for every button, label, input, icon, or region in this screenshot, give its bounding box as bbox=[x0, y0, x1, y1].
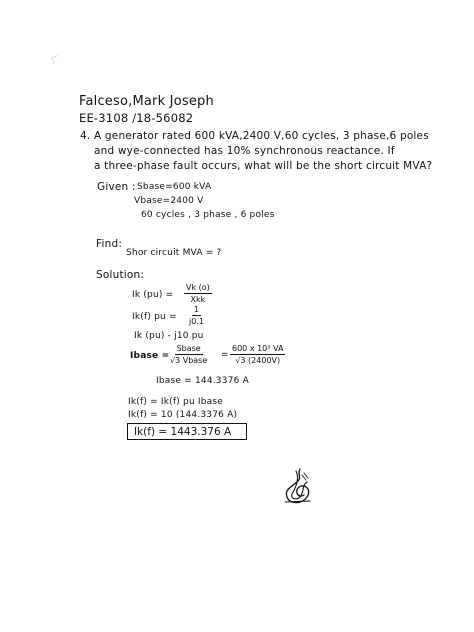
eq4-fraction-1 bbox=[170, 345, 207, 365]
eq4-numerator-1: Sbase bbox=[176, 344, 201, 353]
student-id: EE-3108 /18-56082 bbox=[79, 111, 194, 125]
page-corner-mark bbox=[51, 55, 60, 64]
eq2-lhs: Ik(f) pu = bbox=[132, 312, 177, 322]
eq1-numerator: Vk (o) bbox=[186, 283, 210, 292]
problem-line-1: A generator rated 600 kVA,2400 V,60 cycles, 3 phase,6 poles bbox=[94, 130, 429, 142]
problem-number: 4. bbox=[80, 130, 91, 142]
signature-scribble bbox=[280, 467, 314, 507]
find-value: Shor circuit MVA = ? bbox=[126, 248, 222, 258]
find-label: Find: bbox=[96, 238, 123, 250]
eq4-numerator-2: 600 x 10³ VA bbox=[232, 344, 284, 353]
eq4-lhs: Ibase = bbox=[130, 351, 170, 361]
eq2-fraction bbox=[189, 306, 204, 326]
student-name: Falceso,Mark Joseph bbox=[79, 94, 214, 109]
given-label: Given : bbox=[97, 181, 136, 193]
eq5: Ibase = 144.3376 A bbox=[156, 376, 249, 386]
eq2-denominator: j0.1 bbox=[189, 317, 204, 326]
eq1-denominator: Xkk bbox=[190, 295, 206, 304]
eq4-denominator-1: √3 Vbase bbox=[170, 356, 208, 365]
problem-line-3: a three-phase fault occurs, what will be the short circuit MVA? bbox=[94, 160, 433, 172]
problem-line-2: and wye-connected has 10% synchronous reactance. If bbox=[94, 145, 395, 157]
final-answer: Ik(f) = 1443.376 A bbox=[134, 425, 232, 438]
given-sbase: Sbase=600 kVA bbox=[137, 182, 212, 192]
solution-label: Solution: bbox=[96, 269, 145, 281]
given-other: 60 cycles , 3 phase , 6 poles bbox=[141, 210, 275, 220]
given-vbase: Vbase=2400 V bbox=[134, 196, 204, 206]
eq4-fraction-2 bbox=[230, 345, 285, 365]
eq2-numerator: 1 bbox=[193, 305, 200, 314]
eq3: Ik (pu) - j10 pu bbox=[134, 331, 204, 341]
eq1-lhs: Ik (pu) = bbox=[132, 290, 174, 300]
eq4-equals: = bbox=[221, 350, 229, 360]
eq1-fraction bbox=[184, 284, 212, 304]
eq7: Ik(f) = 10 (144.3376 A) bbox=[128, 410, 238, 420]
final-answer-box bbox=[127, 423, 247, 440]
eq6: Ik(f) = Ik(f) pu Ibase bbox=[128, 397, 224, 407]
eq4-denominator-2: √3 (2400V) bbox=[235, 356, 281, 365]
